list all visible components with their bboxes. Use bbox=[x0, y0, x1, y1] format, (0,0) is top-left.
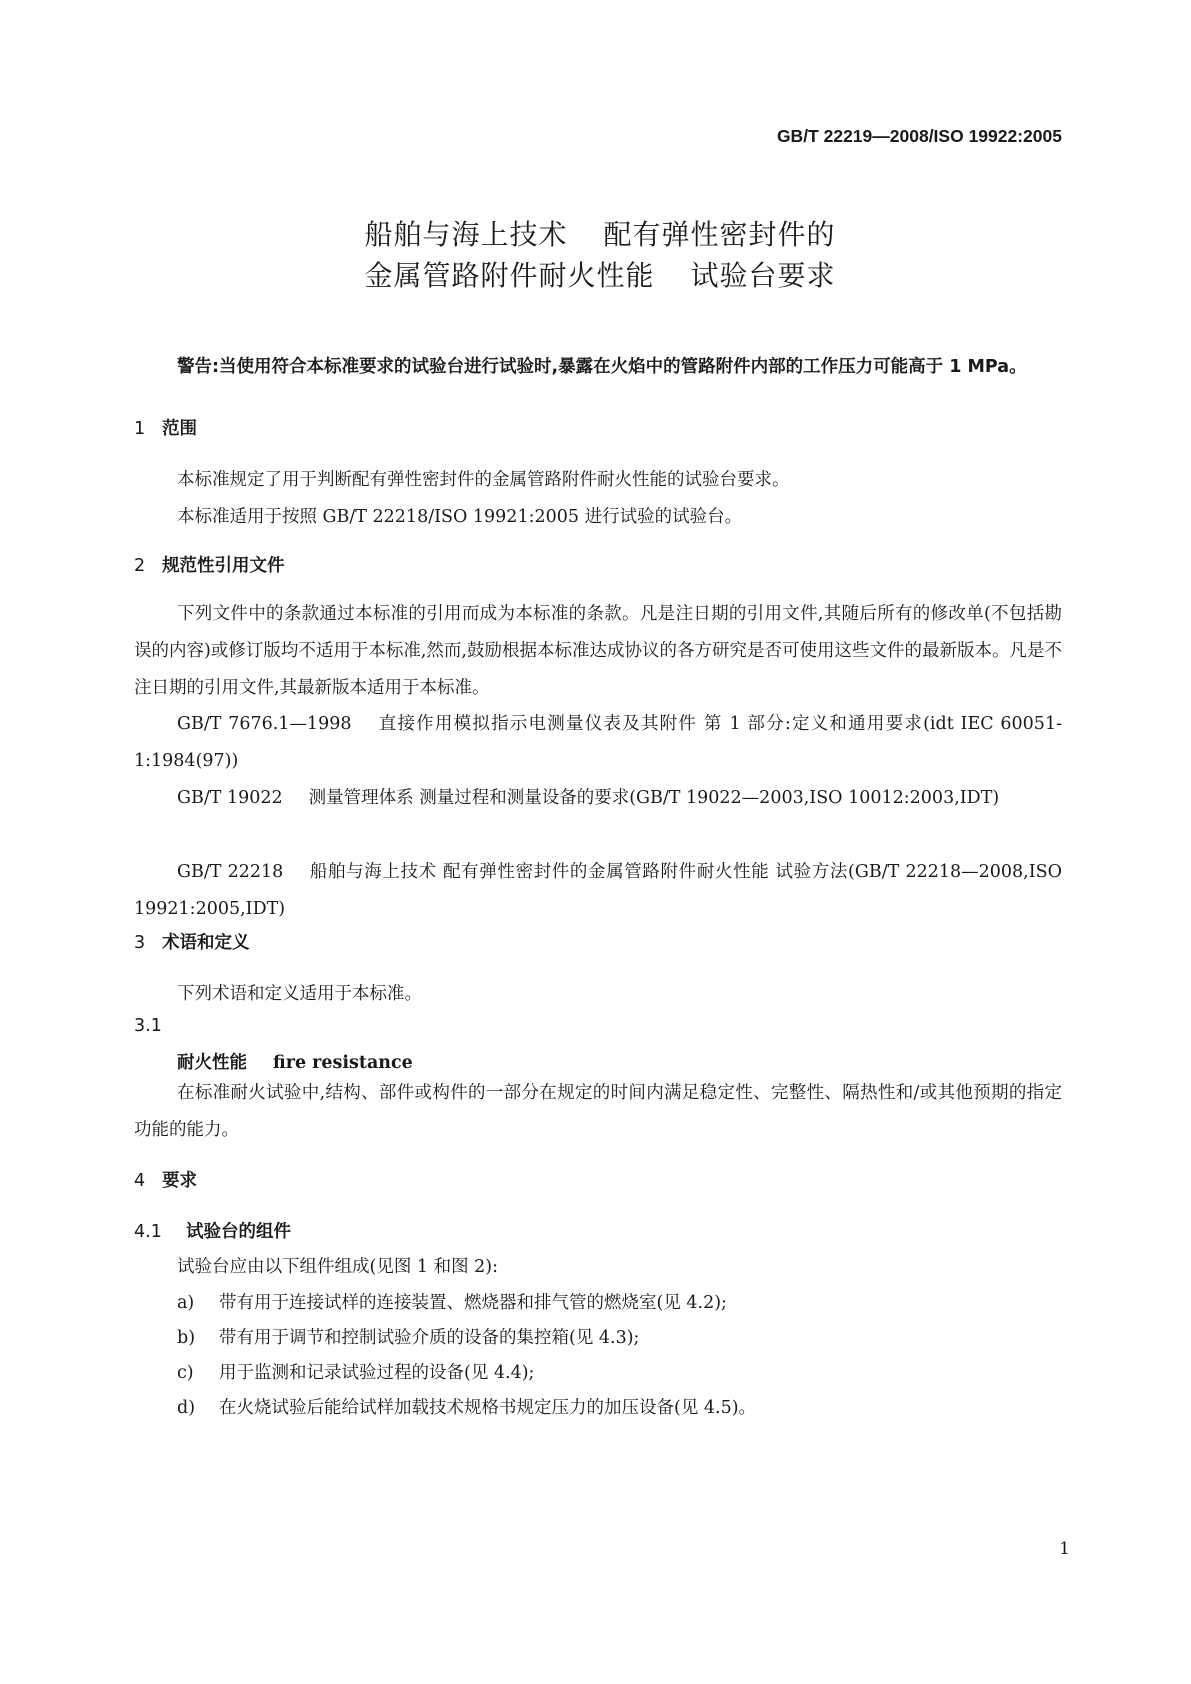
list-item bbox=[177, 1394, 756, 1419]
reference-entry bbox=[134, 780, 1062, 817]
section-heading bbox=[134, 1167, 197, 1192]
title-line-1 bbox=[120, 213, 1080, 253]
section-title: 要求 bbox=[162, 1171, 197, 1191]
term-entry bbox=[177, 1049, 413, 1074]
paragraph: 下列术语和定义适用于本标准。 bbox=[177, 984, 422, 1004]
section-title: 规范性引用文件 bbox=[162, 556, 285, 576]
title-part: 船舶与海上技术 bbox=[364, 218, 568, 251]
subsection-title: 试验台的组件 bbox=[186, 1222, 291, 1242]
reference-code: GB/T 22218 bbox=[177, 862, 284, 882]
list-item-text: 带有用于调节和控制试验介质的设备的集控箱(见 4.3); bbox=[219, 1328, 640, 1348]
list-item-text: 在火烧试验后能给试样加载技术规格书规定压力的加压设备(见 4.5)。 bbox=[219, 1398, 757, 1418]
reference-code: GB/T 19022 bbox=[177, 788, 283, 808]
paragraph: 试验台应由以下组件组成(见图 1 和图 2): bbox=[177, 1257, 499, 1277]
section-number: 4 bbox=[134, 1171, 146, 1191]
section-title: 范围 bbox=[162, 419, 197, 439]
list-item-text: 带有用于连接试样的连接装置、燃烧器和排气管的燃烧室(见 4.2); bbox=[219, 1293, 727, 1313]
section-heading bbox=[134, 552, 285, 577]
subsection-number: 4.1 bbox=[134, 1222, 162, 1242]
section-title: 术语和定义 bbox=[162, 933, 250, 953]
list-item bbox=[177, 1359, 534, 1384]
term-chinese: 耐火性能 bbox=[177, 1053, 247, 1073]
list-marker: b) bbox=[177, 1328, 196, 1348]
reference-text: 船舶与海上技术 配有弹性密封件的金属管路附件耐火性能 试验方法(GB/T 22218—2008,ISO 19921:2005,IDT) bbox=[134, 862, 1062, 919]
list-item bbox=[177, 1289, 727, 1314]
reference-entry bbox=[134, 854, 1062, 928]
list-item-text: 用于监测和记录试验过程的设备(见 4.4); bbox=[219, 1363, 535, 1383]
standard-code: GB/T 22219—2008/ISO 19922:2005 bbox=[776, 126, 1062, 146]
term-english: fire resistance bbox=[273, 1053, 413, 1073]
list-marker: d) bbox=[177, 1398, 196, 1418]
paragraph: 本标准适用于按照 GB/T 22218/ISO 19921:2005 进行试验的试验台。 bbox=[177, 507, 743, 527]
reference-code: GB/T 7676.1—1998 bbox=[177, 714, 352, 734]
reference-entry bbox=[134, 706, 1062, 780]
reference-text: 直接作用模拟指示电测量仪表及其附件 第 1 部分:定义和通用要求(idt IEC 60051-1:1984(97)) bbox=[134, 714, 1062, 771]
section-number: 2 bbox=[134, 556, 146, 576]
section-heading bbox=[134, 415, 197, 440]
definition-text: 在标准耐火试验中,结构、部件或构件的一部分在规定的时间内满足稳定性、完整性、隔热性和/或其他预期的指定功能的能力。 bbox=[134, 1083, 1062, 1140]
list-marker: a) bbox=[177, 1293, 195, 1313]
list-marker: c) bbox=[177, 1363, 194, 1383]
warning-text: 警告:当使用符合本标准要求的试验台进行试验时,暴露在火焰中的管路附件内部的工作压力可能高于 1 MPa。 bbox=[177, 357, 1027, 377]
section-number: 1 bbox=[134, 419, 146, 439]
paragraph: 本标准规定了用于判断配有弹性密封件的金属管路附件耐火性能的试验台要求。 bbox=[177, 470, 790, 490]
title-part: 金属管路附件耐火性能 bbox=[364, 259, 655, 292]
list-item bbox=[177, 1324, 639, 1349]
subsection-heading bbox=[134, 1218, 291, 1243]
term-number: 3.1 bbox=[134, 1016, 162, 1036]
title-line-2 bbox=[120, 254, 1080, 294]
section-heading bbox=[134, 929, 250, 954]
title-part: 试验台要求 bbox=[690, 259, 836, 292]
reference-text: 测量管理体系 测量过程和测量设备的要求(GB/T 19022—2003,ISO 10012:2003,IDT) bbox=[308, 788, 1000, 808]
section-number: 3 bbox=[134, 933, 146, 953]
title-part: 配有弹性密封件的 bbox=[603, 218, 836, 251]
page-number: 1 bbox=[1059, 1539, 1070, 1559]
paragraph: 下列文件中的条款通过本标准的引用而成为本标准的条款。凡是注日期的引用文件,其随后所有的修改单(不包括勘误的内容)或修订版均不适用于本标准,然而,鼓励根据本标准达成协议的各方研究是否可使用这些文件的最新版本。凡是不注日期的引用文件,其最新版本适用于本标准。 bbox=[134, 604, 1062, 698]
